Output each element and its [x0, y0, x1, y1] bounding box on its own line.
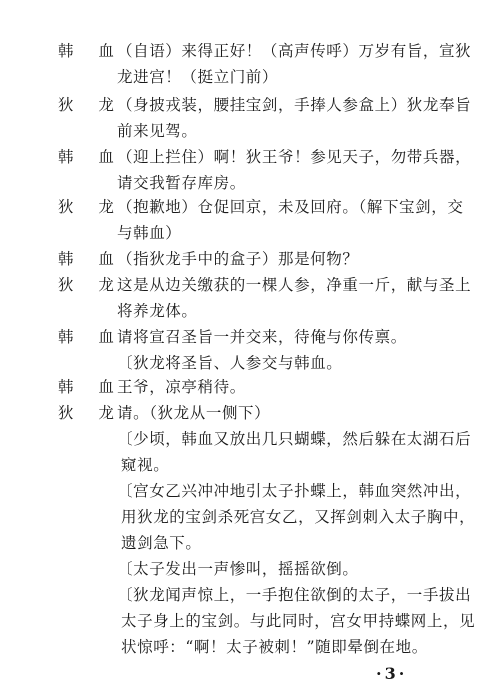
dialogue-line: （迎上拦住）啊！狄王爷！参见天子，勿带兵器，	[117, 148, 472, 166]
speaker-label: 狄 龙	[58, 404, 124, 422]
stage-direction: 〔狄龙闻声惊上，一手抱住欲倒的太子，一手拔出	[117, 586, 472, 604]
speaker-label: 韩 血	[58, 42, 124, 60]
stage-direction: 〔狄龙将圣旨、人参交与韩血。	[117, 354, 343, 372]
dialogue-line: 请交我暂存库房。	[117, 174, 246, 192]
stage-direction: 〔宫女乙兴冲冲地引太子扑蝶上，韩血突然冲出，	[117, 482, 472, 500]
stage-direction: 〔太子发出一声惨叫，摇摇欲倒。	[117, 560, 359, 578]
dialogue-line: 这是从边关缴获的一棵人参，净重一斤，献与圣上	[117, 276, 472, 294]
speaker-label: 狄 龙	[58, 96, 124, 114]
dialogue-line: 前来见驾。	[117, 122, 198, 140]
dialogue-line: 请。（狄龙从一侧下）	[117, 404, 271, 422]
dialogue-line: 王爷，凉亭稍待。	[117, 378, 246, 396]
dialogue-line: （抱歉地）仓促回京，未及回府。（解下宝剑，交	[117, 198, 464, 216]
speaker-label: 韩 血	[58, 328, 124, 346]
stage-direction: 遗剑急下。	[121, 534, 202, 552]
dialogue-line: （指狄龙手中的盒子）那是何物？	[117, 250, 359, 268]
speaker-label: 韩 血	[58, 378, 124, 396]
dialogue-line: 龙进宫！（挺立门前）	[117, 68, 279, 86]
speaker-label: 韩 血	[58, 148, 124, 166]
stage-direction: 状惊呼：“啊！太子被刺！”随即晕倒在地。	[121, 638, 428, 656]
stage-direction: 用狄龙的宝剑杀死宫女乙，又挥剑刺入太子胸中，	[121, 508, 476, 526]
page-number: ·3·	[376, 664, 408, 683]
speaker-label: 狄 龙	[58, 276, 124, 294]
dialogue-line: 将养龙体。	[117, 302, 198, 320]
dialogue-line: 与韩血）	[117, 224, 182, 242]
stage-direction: 〔少顷，韩血又放出几只蝴蝶，然后躲在太湖石后	[117, 430, 472, 448]
dialogue-line: （自语）来得正好！（高声传呼）万岁有旨，宣狄	[117, 42, 472, 60]
speaker-label: 狄 龙	[58, 198, 124, 216]
dialogue-line: （身披戎装，腰挂宝剑，手捧人参盒上）狄龙奉旨	[117, 96, 472, 114]
stage-direction: 太子身上的宝剑。与此同时，宫女甲持蝶网上，见	[121, 612, 476, 630]
stage-direction: 窥视。	[121, 456, 170, 474]
speaker-label: 韩 血	[58, 250, 124, 268]
dialogue-line: 请将宣召圣旨一并交来，待俺与你传禀。	[117, 328, 407, 346]
